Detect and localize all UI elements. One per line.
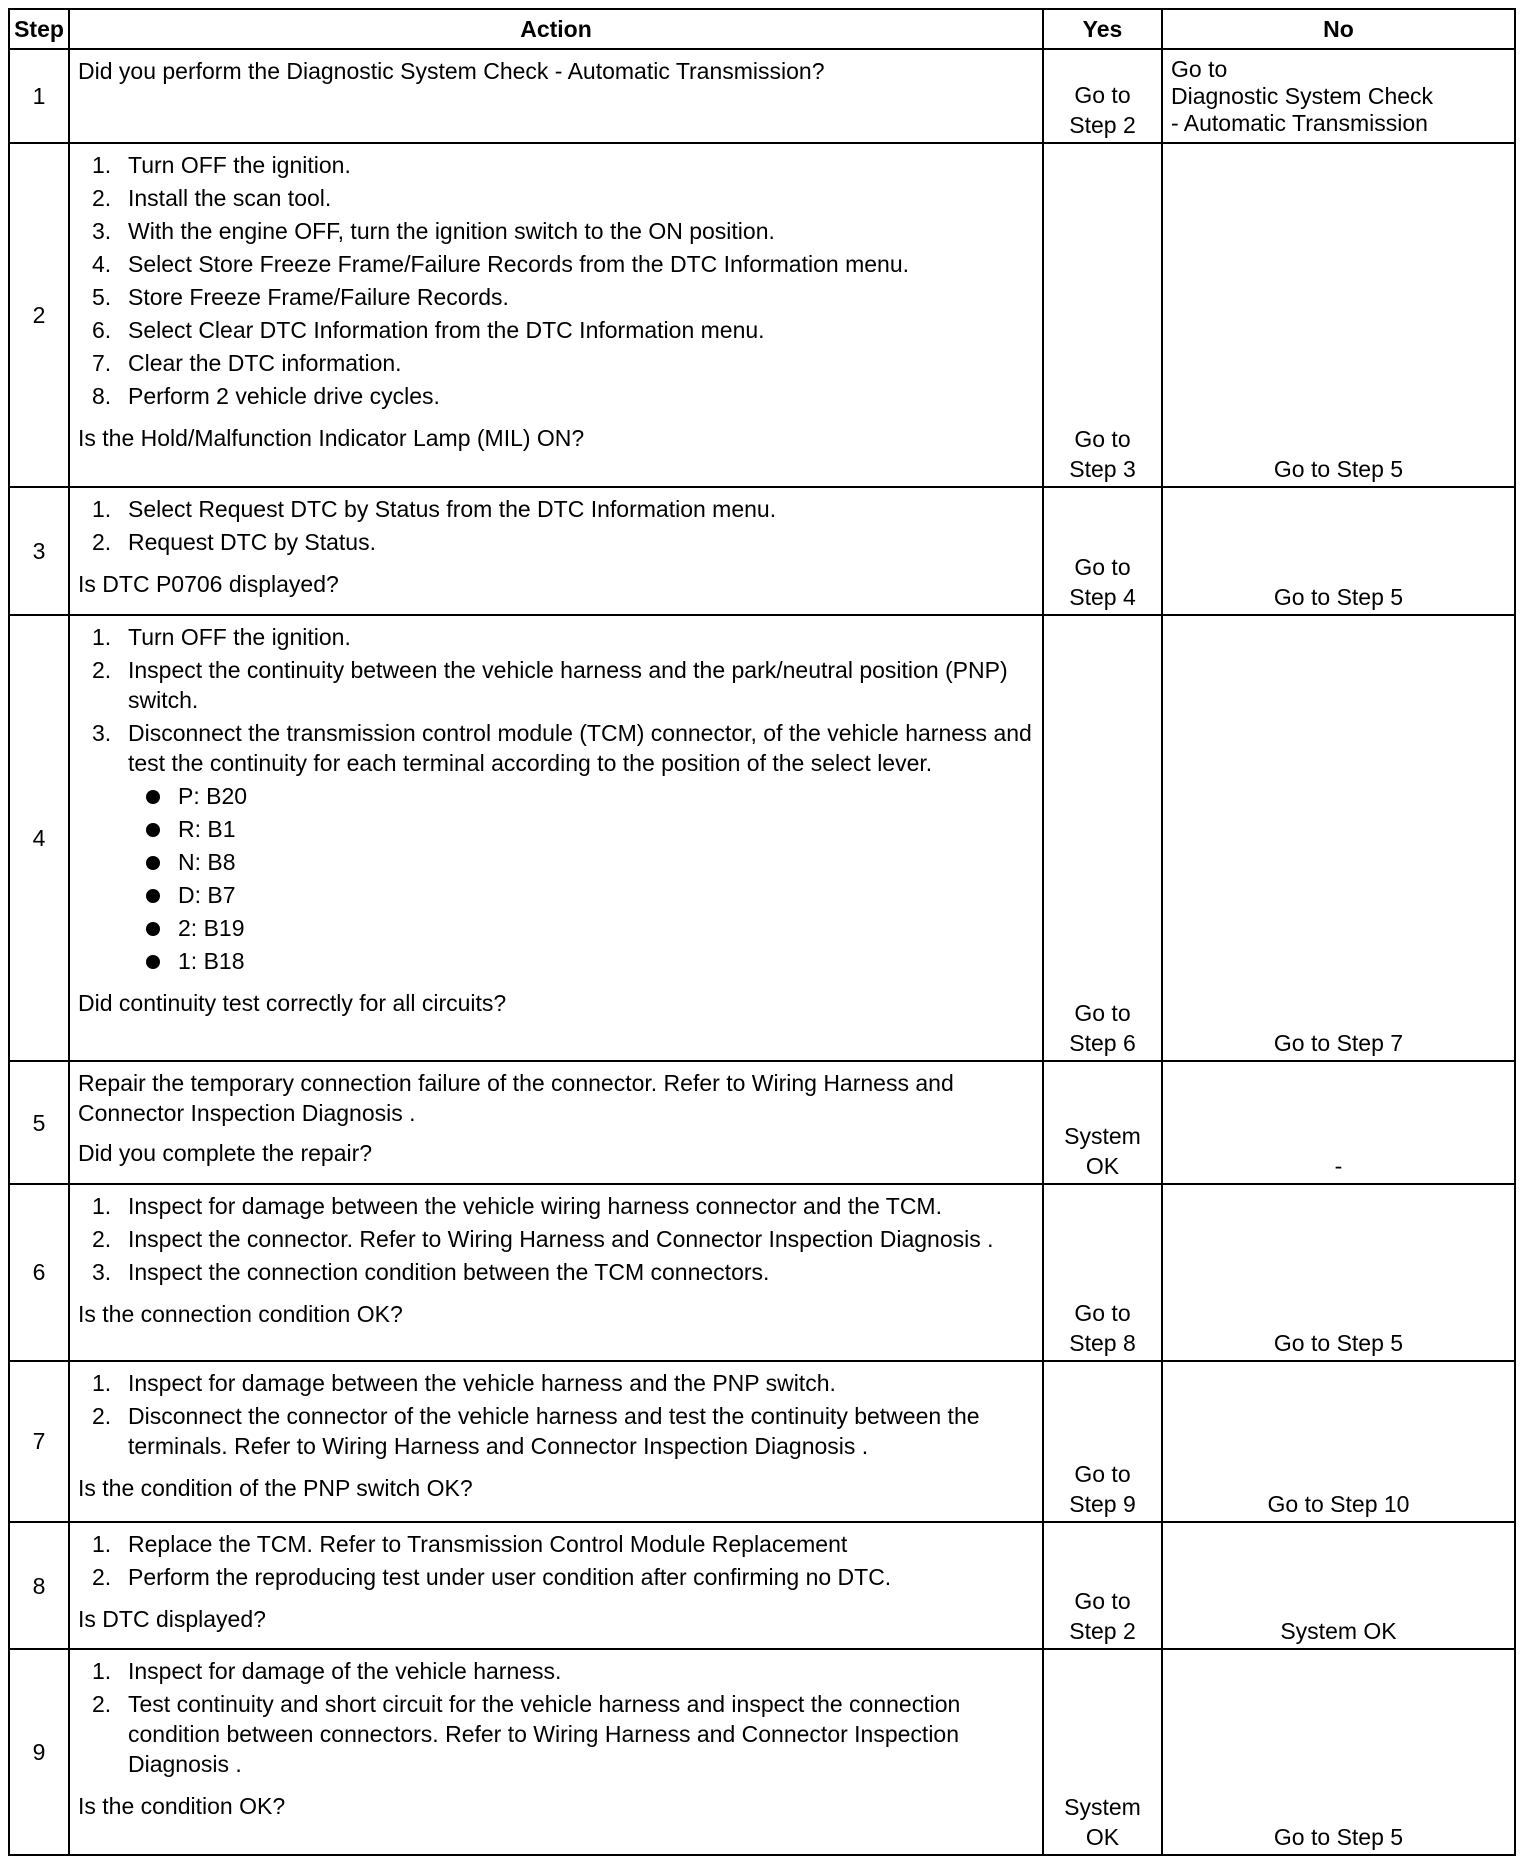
step-number: 1 bbox=[9, 49, 69, 143]
list-item: 5. Store Freeze Frame/Failure Records. bbox=[92, 284, 509, 311]
terminal-list bbox=[78, 781, 1034, 976]
yes-cell bbox=[1043, 615, 1162, 1061]
question-text: Did you complete the repair? bbox=[78, 1140, 373, 1167]
yes-line: System bbox=[1064, 1122, 1141, 1149]
no-cell: Go to Step 7 bbox=[1162, 615, 1515, 1061]
yes-line: Go to bbox=[1074, 82, 1131, 109]
yes-line: Go to bbox=[1074, 1000, 1131, 1027]
yes-line: Step 2 bbox=[1069, 112, 1136, 139]
step-number: 7 bbox=[9, 1361, 69, 1522]
yes-line: Go to bbox=[1074, 554, 1131, 581]
list-item: 1. Inspect for damage between the vehicle wiring harness connector and the TCM. bbox=[92, 1192, 942, 1219]
yes-line: Step 9 bbox=[1069, 1490, 1136, 1517]
bullet-icon bbox=[146, 922, 160, 936]
header-row bbox=[9, 9, 1515, 49]
no-cell: Go to Step 5 bbox=[1162, 143, 1515, 487]
action-cell bbox=[69, 615, 1043, 1061]
step-number: 5 bbox=[9, 1061, 69, 1183]
diagnostic-table bbox=[8, 8, 1516, 1856]
yes-line: Go to bbox=[1074, 426, 1131, 453]
no-line: Go to bbox=[1171, 55, 1228, 82]
step-number: 6 bbox=[9, 1184, 69, 1361]
action-cell bbox=[69, 1061, 1043, 1183]
list-item: 6. Select Clear DTC Information from the DTC Information menu. bbox=[92, 317, 765, 344]
list-item: 2. Perform the reproducing test under user condition after confirming no DTC. bbox=[92, 1563, 892, 1590]
header-step: Step bbox=[9, 9, 69, 49]
action-cell bbox=[69, 1649, 1043, 1855]
yes-cell bbox=[1043, 1184, 1162, 1361]
yes-cell bbox=[1043, 1061, 1162, 1183]
list-item: 3. With the engine OFF, turn the ignition switch to the ON position. bbox=[92, 218, 775, 245]
no-cell: Go to Step 5 bbox=[1162, 1184, 1515, 1361]
action-cell bbox=[69, 1522, 1043, 1650]
yes-cell bbox=[1043, 1522, 1162, 1650]
header-action: Action bbox=[69, 9, 1043, 49]
list-item: 1. Inspect for damage between the vehicle harness and the PNP switch. bbox=[92, 1369, 836, 1396]
action-text: Repair the temporary connection failure of the connector. Refer to Wiring Harness and Connector Inspection Diagnosis . bbox=[78, 1070, 954, 1127]
table-row bbox=[9, 1061, 1515, 1183]
step-number: 4 bbox=[9, 615, 69, 1061]
yes-line: Go to bbox=[1074, 1460, 1131, 1487]
action-list bbox=[78, 494, 1034, 557]
header-no: No bbox=[1162, 9, 1515, 49]
header-yes: Yes bbox=[1043, 9, 1162, 49]
bullet-icon bbox=[146, 790, 160, 804]
yes-cell bbox=[1043, 487, 1162, 615]
yes-cell bbox=[1043, 49, 1162, 143]
yes-cell bbox=[1043, 143, 1162, 487]
bullet-icon bbox=[146, 856, 160, 870]
list-item: 2: B19 bbox=[78, 913, 1034, 943]
list-item: 2. Test continuity and short circuit for the vehicle harness and inspect the connection condition between connectors. Refer to Wiring Harness and Connector Inspection Diagnosis . bbox=[92, 1691, 961, 1778]
list-item: 3. Inspect the connection condition between the TCM connectors. bbox=[92, 1258, 770, 1285]
question-text: Is DTC P0706 displayed? bbox=[78, 571, 339, 598]
no-cell: Go to Step 10 bbox=[1162, 1361, 1515, 1522]
list-item: 2. Install the scan tool. bbox=[92, 185, 332, 212]
list-item: R: B1 bbox=[78, 814, 1034, 844]
list-item: P: B20 bbox=[78, 781, 1034, 811]
table-row bbox=[9, 1184, 1515, 1361]
yes-line: System bbox=[1064, 1794, 1141, 1820]
bullet-icon bbox=[146, 955, 160, 969]
list-item: 4. Select Store Freeze Frame/Failure Records from the DTC Information menu. bbox=[92, 251, 910, 278]
yes-line: Step 8 bbox=[1069, 1329, 1136, 1356]
list-item: 2. Inspect the connector. Refer to Wiring Harness and Connector Inspection Diagnosis . bbox=[92, 1225, 994, 1252]
yes-line: Step 6 bbox=[1069, 1030, 1136, 1057]
step-number: 8 bbox=[9, 1522, 69, 1650]
action-list bbox=[78, 150, 1034, 411]
list-item: 2. Disconnect the connector of the vehicle harness and test the continuity between the terminals. Refer to Wiring Harness and Connector Inspection Diagnosis . bbox=[92, 1402, 980, 1459]
list-item: 1: B18 bbox=[78, 946, 1034, 976]
list-item: 1. Turn OFF the ignition. bbox=[92, 624, 351, 651]
yes-line: Go to bbox=[1074, 1299, 1131, 1326]
yes-line: OK bbox=[1085, 1824, 1120, 1850]
action-cell bbox=[69, 49, 1043, 143]
table-row bbox=[9, 615, 1515, 1061]
action-list bbox=[78, 1529, 1034, 1592]
list-item: N: B8 bbox=[78, 847, 1034, 877]
yes-line: Step 3 bbox=[1069, 456, 1136, 483]
no-cell: Go to Step 5 bbox=[1162, 487, 1515, 615]
question-text: Is DTC displayed? bbox=[78, 1605, 266, 1632]
list-item: D: B7 bbox=[78, 880, 1034, 910]
yes-line: Go to bbox=[1074, 1588, 1131, 1615]
action-cell bbox=[69, 143, 1043, 487]
action-text: Did you perform the Diagnostic System Check - Automatic Transmission? bbox=[78, 58, 825, 84]
no-cell: - bbox=[1162, 1061, 1515, 1183]
step-number: 9 bbox=[9, 1649, 69, 1855]
yes-line: OK bbox=[1085, 1152, 1120, 1179]
list-item: 2. Inspect the continuity between the vehicle harness and the park/neutral position (PNP) switch. bbox=[92, 657, 1008, 714]
no-cell: Go to Step 5 bbox=[1162, 1649, 1515, 1855]
list-item: 3. Disconnect the transmission control module (TCM) connector, of the vehicle harness and test the continuity for each terminal according to the position of the select lever. bbox=[92, 720, 1032, 777]
no-cell: System OK bbox=[1162, 1522, 1515, 1650]
list-item: 7. Clear the DTC information. bbox=[92, 350, 402, 377]
list-item: 1. Select Request DTC by Status from the DTC Information menu. bbox=[92, 496, 777, 523]
action-cell bbox=[69, 487, 1043, 615]
list-item: 1. Replace the TCM. Refer to Transmission Control Module Replacement bbox=[92, 1530, 848, 1557]
action-cell bbox=[69, 1361, 1043, 1522]
table-row bbox=[9, 1522, 1515, 1650]
bullet-icon bbox=[146, 889, 160, 903]
question-text: Is the Hold/Malfunction Indicator Lamp (MIL) ON? bbox=[78, 425, 585, 452]
action-list bbox=[78, 1656, 1034, 1779]
list-item: 2. Request DTC by Status. bbox=[92, 529, 376, 556]
step-number: 3 bbox=[9, 487, 69, 615]
question-text: Is the condition of the PNP switch OK? bbox=[78, 1474, 473, 1501]
yes-line: Step 2 bbox=[1069, 1618, 1136, 1645]
action-list bbox=[78, 1368, 1034, 1461]
list-item: 1. Inspect for damage of the vehicle harness. bbox=[92, 1658, 562, 1685]
table-row bbox=[9, 1361, 1515, 1522]
list-item: 8. Perform 2 vehicle drive cycles. bbox=[92, 383, 440, 410]
question-text: Did continuity test correctly for all circuits? bbox=[78, 990, 507, 1017]
table-row bbox=[9, 487, 1515, 615]
no-line: - Automatic Transmission bbox=[1171, 109, 1428, 136]
table-row bbox=[9, 1649, 1515, 1855]
table-row bbox=[9, 143, 1515, 487]
action-list bbox=[78, 622, 1034, 778]
yes-line: Step 4 bbox=[1069, 584, 1136, 611]
action-list bbox=[78, 1191, 1034, 1287]
table-row bbox=[9, 49, 1515, 143]
question-text: Is the condition OK? bbox=[78, 1793, 286, 1820]
no-line: Diagnostic System Check bbox=[1171, 82, 1434, 109]
list-item: 1. Turn OFF the ignition. bbox=[92, 152, 351, 179]
action-cell bbox=[69, 1184, 1043, 1361]
yes-cell bbox=[1043, 1361, 1162, 1522]
bullet-icon bbox=[146, 823, 160, 837]
yes-cell bbox=[1043, 1649, 1162, 1855]
no-cell bbox=[1162, 49, 1515, 143]
step-number: 2 bbox=[9, 143, 69, 487]
question-text: Is the connection condition OK? bbox=[78, 1300, 403, 1327]
